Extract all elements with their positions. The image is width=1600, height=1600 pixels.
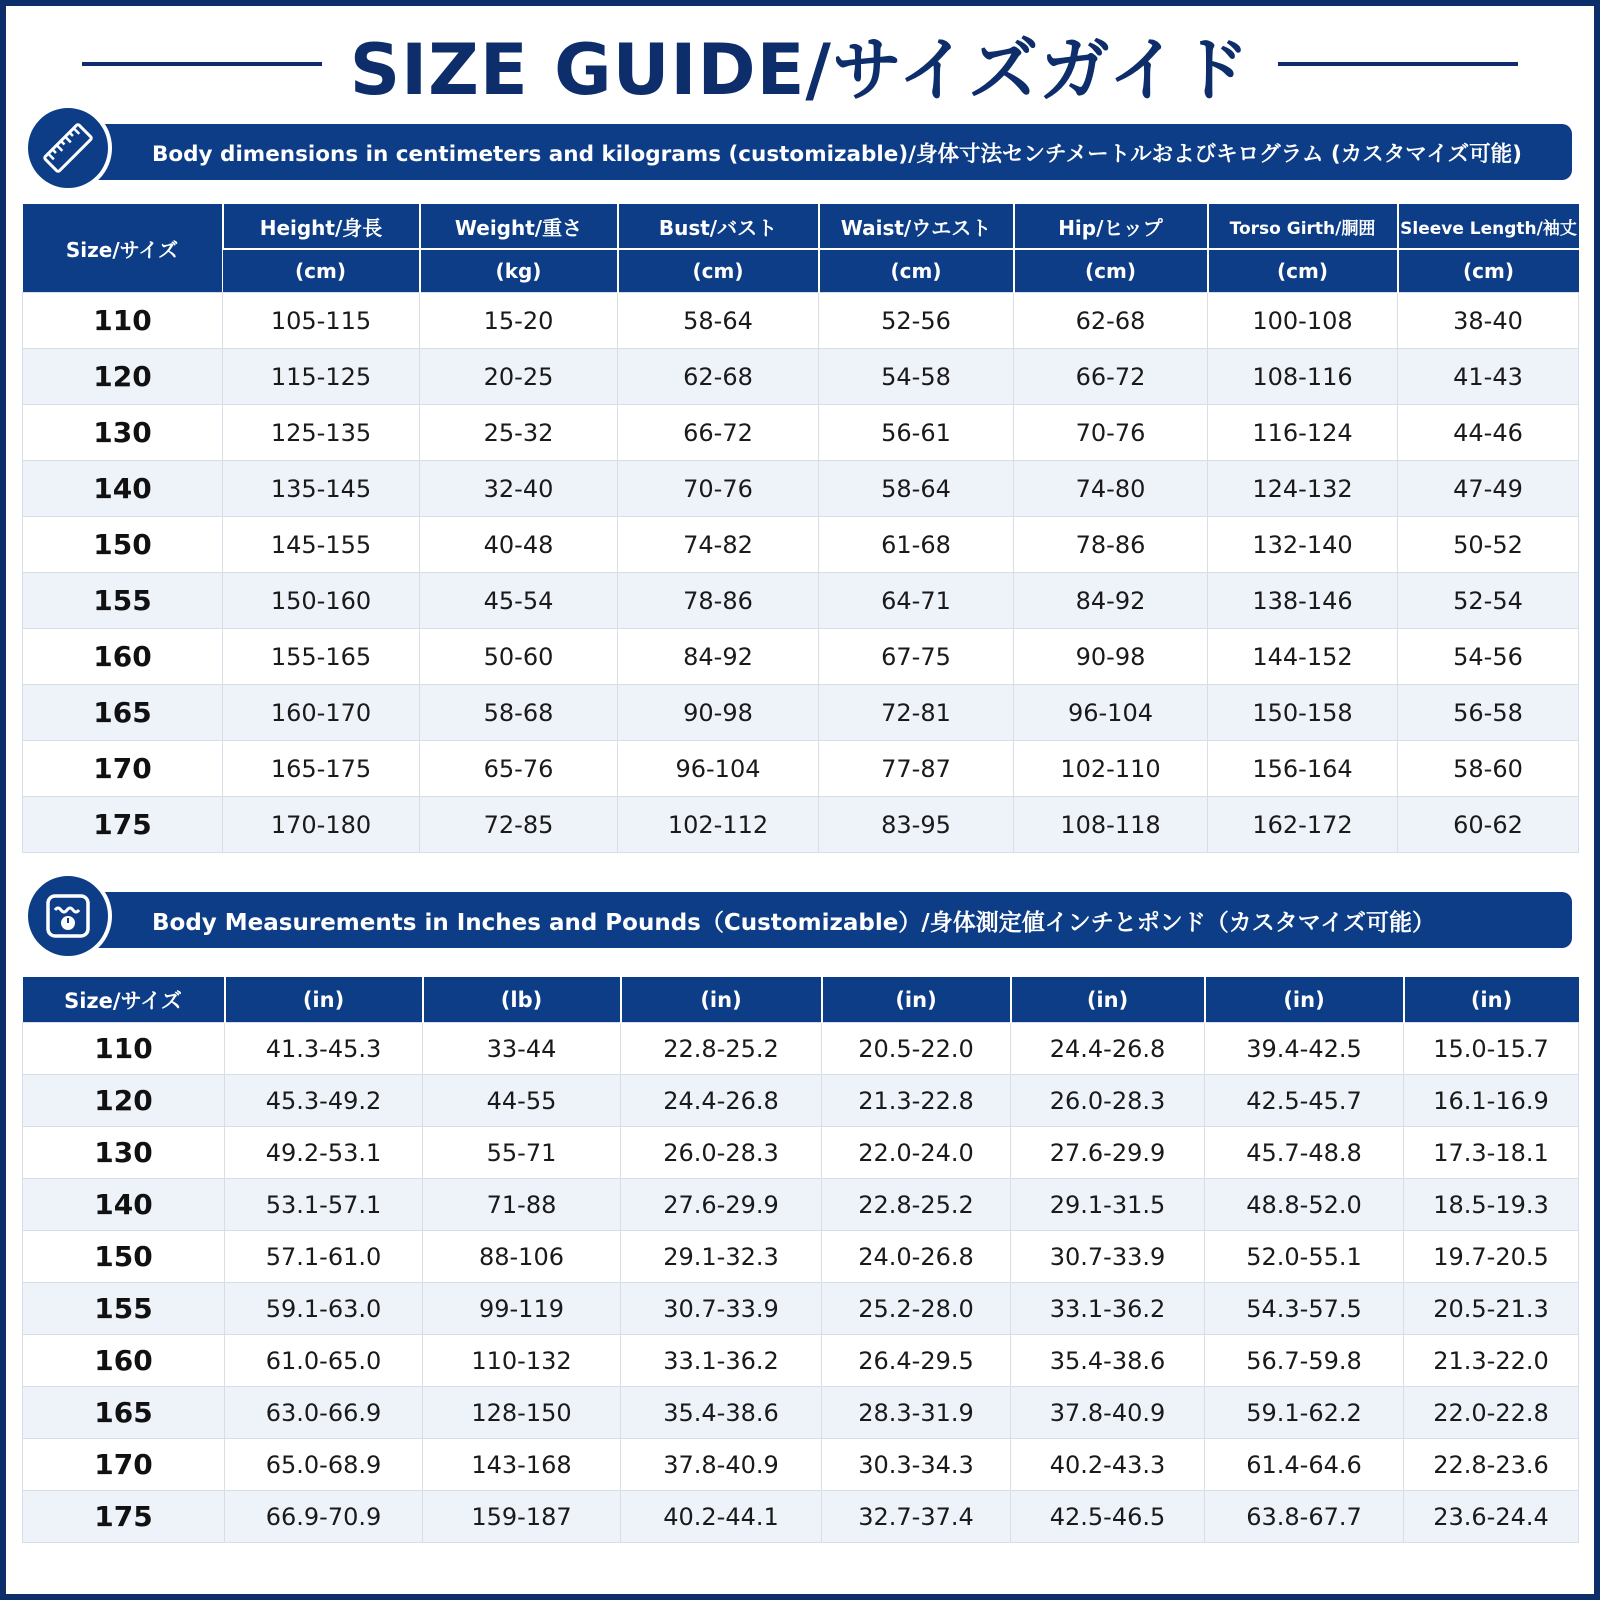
unit-waist: (in) bbox=[822, 977, 1011, 1023]
col-header-height: Height/身長 bbox=[223, 204, 420, 249]
cell-size: 175 bbox=[23, 797, 223, 853]
cell-weight: 99-119 bbox=[423, 1283, 621, 1335]
cell-hip: 74-80 bbox=[1014, 461, 1208, 517]
col-header-bust: Bust/バスト bbox=[618, 204, 819, 249]
cell-torso-girth: 138-146 bbox=[1208, 573, 1398, 629]
cell-size: 130 bbox=[23, 1127, 225, 1179]
cell-bust: 62-68 bbox=[618, 349, 819, 405]
title-rule-left bbox=[82, 62, 322, 66]
cell-waist: 64-71 bbox=[819, 573, 1014, 629]
scale-icon bbox=[24, 872, 112, 960]
cell-bust: 22.8-25.2 bbox=[621, 1023, 822, 1075]
cell-sleeve-length: 18.5-19.3 bbox=[1404, 1179, 1579, 1231]
cell-waist: 61-68 bbox=[819, 517, 1014, 573]
cell-torso-girth: 124-132 bbox=[1208, 461, 1398, 517]
cell-height: 61.0-65.0 bbox=[225, 1335, 423, 1387]
table-body-cm bbox=[23, 293, 1579, 853]
cell-height: 65.0-68.9 bbox=[225, 1439, 423, 1491]
cell-sleeve-length: 38-40 bbox=[1398, 293, 1579, 349]
cell-hip: 40.2-43.3 bbox=[1011, 1439, 1205, 1491]
cell-hip: 37.8-40.9 bbox=[1011, 1387, 1205, 1439]
cell-bust: 102-112 bbox=[618, 797, 819, 853]
cell-hip: 62-68 bbox=[1014, 293, 1208, 349]
cell-weight: 33-44 bbox=[423, 1023, 621, 1075]
cell-bust: 40.2-44.1 bbox=[621, 1491, 822, 1543]
banner-text-cm: Body dimensions in centimeters and kilograms (customizable)/身体寸法センチメートルおよびキログラム (カスタマイズ可能) bbox=[152, 141, 1522, 167]
cell-weight: 58-68 bbox=[420, 685, 618, 741]
section-banner-cm bbox=[24, 104, 1572, 192]
unit-bust: (in) bbox=[621, 977, 822, 1023]
size-table-in bbox=[22, 977, 1579, 1543]
cell-size: 170 bbox=[23, 741, 223, 797]
cell-torso-girth: 42.5-45.7 bbox=[1205, 1075, 1404, 1127]
cell-sleeve-length: 21.3-22.0 bbox=[1404, 1335, 1579, 1387]
col-header-weight: Weight/重さ bbox=[420, 204, 618, 249]
cell-height: 145-155 bbox=[223, 517, 420, 573]
cell-waist: 56-61 bbox=[819, 405, 1014, 461]
unit-weight: (kg) bbox=[420, 249, 618, 293]
cell-weight: 20-25 bbox=[420, 349, 618, 405]
cell-size: 160 bbox=[23, 629, 223, 685]
cell-hip: 33.1-36.2 bbox=[1011, 1283, 1205, 1335]
cell-height: 105-115 bbox=[223, 293, 420, 349]
unit-sleeve-length: (cm) bbox=[1398, 249, 1579, 293]
cell-bust: 84-92 bbox=[618, 629, 819, 685]
cell-waist: 20.5-22.0 bbox=[822, 1023, 1011, 1075]
table-row bbox=[23, 1387, 1579, 1439]
cell-hip: 30.7-33.9 bbox=[1011, 1231, 1205, 1283]
cell-torso-girth: 63.8-67.7 bbox=[1205, 1491, 1404, 1543]
cell-size: 110 bbox=[23, 293, 223, 349]
cell-sleeve-length: 56-58 bbox=[1398, 685, 1579, 741]
cell-weight: 40-48 bbox=[420, 517, 618, 573]
table-row bbox=[23, 1023, 1579, 1075]
cell-weight: 128-150 bbox=[423, 1387, 621, 1439]
banner-bar-cm bbox=[76, 124, 1572, 180]
table-row bbox=[23, 1439, 1579, 1491]
cell-torso-girth: 54.3-57.5 bbox=[1205, 1283, 1404, 1335]
cell-height: 160-170 bbox=[223, 685, 420, 741]
cell-torso-girth: 156-164 bbox=[1208, 741, 1398, 797]
cell-sleeve-length: 52-54 bbox=[1398, 573, 1579, 629]
unit-weight: (lb) bbox=[423, 977, 621, 1023]
cell-weight: 143-168 bbox=[423, 1439, 621, 1491]
cell-hip: 35.4-38.6 bbox=[1011, 1335, 1205, 1387]
cell-bust: 78-86 bbox=[618, 573, 819, 629]
header-row bbox=[23, 977, 1579, 1023]
cell-waist: 72-81 bbox=[819, 685, 1014, 741]
cell-torso-girth: 39.4-42.5 bbox=[1205, 1023, 1404, 1075]
title-rule-right bbox=[1278, 62, 1518, 66]
cell-torso-girth: 59.1-62.2 bbox=[1205, 1387, 1404, 1439]
cell-sleeve-length: 15.0-15.7 bbox=[1404, 1023, 1579, 1075]
unit-torso-girth: (in) bbox=[1205, 977, 1404, 1023]
cell-bust: 90-98 bbox=[618, 685, 819, 741]
cell-size: 155 bbox=[23, 573, 223, 629]
col-header-size: Size/サイズ bbox=[23, 204, 223, 293]
cell-size: 170 bbox=[23, 1439, 225, 1491]
cell-hip: 26.0-28.3 bbox=[1011, 1075, 1205, 1127]
table-row bbox=[23, 349, 1579, 405]
cell-waist: 21.3-22.8 bbox=[822, 1075, 1011, 1127]
cell-height: 41.3-45.3 bbox=[225, 1023, 423, 1075]
unit-height: (in) bbox=[225, 977, 423, 1023]
cell-height: 125-135 bbox=[223, 405, 420, 461]
cell-sleeve-length: 58-60 bbox=[1398, 741, 1579, 797]
cell-weight: 32-40 bbox=[420, 461, 618, 517]
cell-weight: 110-132 bbox=[423, 1335, 621, 1387]
cell-size: 120 bbox=[23, 1075, 225, 1127]
cell-hip: 27.6-29.9 bbox=[1011, 1127, 1205, 1179]
table-row bbox=[23, 1335, 1579, 1387]
cell-weight: 65-76 bbox=[420, 741, 618, 797]
cell-hip: 90-98 bbox=[1014, 629, 1208, 685]
cell-bust: 33.1-36.2 bbox=[621, 1335, 822, 1387]
cell-torso-girth: 100-108 bbox=[1208, 293, 1398, 349]
cell-waist: 54-58 bbox=[819, 349, 1014, 405]
cell-bust: 29.1-32.3 bbox=[621, 1231, 822, 1283]
cell-torso-girth: 132-140 bbox=[1208, 517, 1398, 573]
table-row bbox=[23, 573, 1579, 629]
table-row bbox=[23, 629, 1579, 685]
cell-sleeve-length: 23.6-24.4 bbox=[1404, 1491, 1579, 1543]
col-header-torso-girth: Torso Girth/胴囲 bbox=[1208, 204, 1398, 249]
cell-height: 59.1-63.0 bbox=[225, 1283, 423, 1335]
cell-height: 57.1-61.0 bbox=[225, 1231, 423, 1283]
page-title: SIZE GUIDE/サイズガイド bbox=[349, 28, 1251, 111]
table-row bbox=[23, 405, 1579, 461]
cell-waist: 28.3-31.9 bbox=[822, 1387, 1011, 1439]
cell-waist: 77-87 bbox=[819, 741, 1014, 797]
cell-weight: 45-54 bbox=[420, 573, 618, 629]
cell-torso-girth: 45.7-48.8 bbox=[1205, 1127, 1404, 1179]
cell-size: 165 bbox=[23, 1387, 225, 1439]
cell-weight: 159-187 bbox=[423, 1491, 621, 1543]
cell-bust: 58-64 bbox=[618, 293, 819, 349]
cell-torso-girth: 144-152 bbox=[1208, 629, 1398, 685]
table-row bbox=[23, 797, 1579, 853]
cell-torso-girth: 56.7-59.8 bbox=[1205, 1335, 1404, 1387]
cell-waist: 52-56 bbox=[819, 293, 1014, 349]
cell-bust: 30.7-33.9 bbox=[621, 1283, 822, 1335]
cell-hip: 70-76 bbox=[1014, 405, 1208, 461]
table-row bbox=[23, 1491, 1579, 1543]
cell-height: 115-125 bbox=[223, 349, 420, 405]
cell-size: 150 bbox=[23, 1231, 225, 1283]
cell-sleeve-length: 44-46 bbox=[1398, 405, 1579, 461]
table-row bbox=[23, 685, 1579, 741]
cell-bust: 96-104 bbox=[618, 741, 819, 797]
cell-waist: 22.0-24.0 bbox=[822, 1127, 1011, 1179]
cell-torso-girth: 61.4-64.6 bbox=[1205, 1439, 1404, 1491]
cell-size: 130 bbox=[23, 405, 223, 461]
table-row bbox=[23, 1231, 1579, 1283]
cell-sleeve-length: 22.0-22.8 bbox=[1404, 1387, 1579, 1439]
cell-weight: 50-60 bbox=[420, 629, 618, 685]
cell-height: 135-145 bbox=[223, 461, 420, 517]
cell-waist: 83-95 bbox=[819, 797, 1014, 853]
ruler-icon bbox=[24, 104, 112, 192]
cell-bust: 37.8-40.9 bbox=[621, 1439, 822, 1491]
cell-torso-girth: 150-158 bbox=[1208, 685, 1398, 741]
cell-size: 155 bbox=[23, 1283, 225, 1335]
cell-bust: 66-72 bbox=[618, 405, 819, 461]
cell-size: 110 bbox=[23, 1023, 225, 1075]
cell-weight: 25-32 bbox=[420, 405, 618, 461]
cell-hip: 84-92 bbox=[1014, 573, 1208, 629]
cell-sleeve-length: 60-62 bbox=[1398, 797, 1579, 853]
cell-torso-girth: 52.0-55.1 bbox=[1205, 1231, 1404, 1283]
cell-hip: 66-72 bbox=[1014, 349, 1208, 405]
unit-hip: (cm) bbox=[1014, 249, 1208, 293]
table-row bbox=[23, 517, 1579, 573]
cell-weight: 71-88 bbox=[423, 1179, 621, 1231]
unit-torso-girth: (cm) bbox=[1208, 249, 1398, 293]
table-body-in bbox=[23, 1023, 1579, 1543]
cell-height: 66.9-70.9 bbox=[225, 1491, 423, 1543]
cell-hip: 102-110 bbox=[1014, 741, 1208, 797]
size-table-cm bbox=[22, 204, 1579, 853]
cell-bust: 27.6-29.9 bbox=[621, 1179, 822, 1231]
cell-size: 165 bbox=[23, 685, 223, 741]
cell-waist: 30.3-34.3 bbox=[822, 1439, 1011, 1491]
cell-waist: 58-64 bbox=[819, 461, 1014, 517]
cell-bust: 35.4-38.6 bbox=[621, 1387, 822, 1439]
cell-weight: 55-71 bbox=[423, 1127, 621, 1179]
cell-waist: 26.4-29.5 bbox=[822, 1335, 1011, 1387]
table-row bbox=[23, 1179, 1579, 1231]
cell-waist: 22.8-25.2 bbox=[822, 1179, 1011, 1231]
cell-waist: 24.0-26.8 bbox=[822, 1231, 1011, 1283]
cell-height: 49.2-53.1 bbox=[225, 1127, 423, 1179]
banner-text-in: Body Measurements in Inches and Pounds（Customizable）/身体測定値インチとポンド（カスタマイズ可能） bbox=[152, 909, 1436, 936]
cell-hip: 24.4-26.8 bbox=[1011, 1023, 1205, 1075]
cell-height: 45.3-49.2 bbox=[225, 1075, 423, 1127]
cell-weight: 72-85 bbox=[420, 797, 618, 853]
table-row bbox=[23, 741, 1579, 797]
col-header-hip: Hip/ヒップ bbox=[1014, 204, 1208, 249]
table-row bbox=[23, 461, 1579, 517]
unit-height: (cm) bbox=[223, 249, 420, 293]
cell-sleeve-length: 54-56 bbox=[1398, 629, 1579, 685]
header-row bbox=[23, 204, 1579, 249]
cell-sleeve-length: 47-49 bbox=[1398, 461, 1579, 517]
cell-torso-girth: 162-172 bbox=[1208, 797, 1398, 853]
unit-hip: (in) bbox=[1011, 977, 1205, 1023]
cell-height: 165-175 bbox=[223, 741, 420, 797]
section-banner-in bbox=[24, 872, 1572, 960]
cell-bust: 24.4-26.8 bbox=[621, 1075, 822, 1127]
cell-height: 150-160 bbox=[223, 573, 420, 629]
cell-height: 155-165 bbox=[223, 629, 420, 685]
cell-bust: 70-76 bbox=[618, 461, 819, 517]
cell-waist: 67-75 bbox=[819, 629, 1014, 685]
cell-torso-girth: 48.8-52.0 bbox=[1205, 1179, 1404, 1231]
cell-height: 53.1-57.1 bbox=[225, 1179, 423, 1231]
title-row bbox=[0, 16, 1600, 112]
cell-sleeve-length: 17.3-18.1 bbox=[1404, 1127, 1579, 1179]
cell-size: 175 bbox=[23, 1491, 225, 1543]
unit-row bbox=[23, 249, 1579, 293]
col-header-waist: Waist/ウエスト bbox=[819, 204, 1014, 249]
cell-size: 120 bbox=[23, 349, 223, 405]
cell-height: 63.0-66.9 bbox=[225, 1387, 423, 1439]
banner-bar-in bbox=[76, 892, 1572, 948]
table-row bbox=[23, 293, 1579, 349]
cell-waist: 32.7-37.4 bbox=[822, 1491, 1011, 1543]
unit-waist: (cm) bbox=[819, 249, 1014, 293]
unit-sleeve-length: (in) bbox=[1404, 977, 1579, 1023]
cell-torso-girth: 116-124 bbox=[1208, 405, 1398, 461]
table-row bbox=[23, 1283, 1579, 1335]
cell-sleeve-length: 22.8-23.6 bbox=[1404, 1439, 1579, 1491]
cell-weight: 44-55 bbox=[423, 1075, 621, 1127]
cell-size: 140 bbox=[23, 461, 223, 517]
cell-hip: 29.1-31.5 bbox=[1011, 1179, 1205, 1231]
cell-torso-girth: 108-116 bbox=[1208, 349, 1398, 405]
cell-weight: 88-106 bbox=[423, 1231, 621, 1283]
table-row bbox=[23, 1075, 1579, 1127]
cell-hip: 108-118 bbox=[1014, 797, 1208, 853]
cell-size: 160 bbox=[23, 1335, 225, 1387]
cell-hip: 42.5-46.5 bbox=[1011, 1491, 1205, 1543]
col-header-size: Size/サイズ bbox=[23, 977, 225, 1023]
cell-hip: 78-86 bbox=[1014, 517, 1208, 573]
cell-waist: 25.2-28.0 bbox=[822, 1283, 1011, 1335]
cell-bust: 74-82 bbox=[618, 517, 819, 573]
table-row bbox=[23, 1127, 1579, 1179]
col-header-sleeve-length: Sleeve Length/袖丈 bbox=[1398, 204, 1579, 249]
cell-height: 170-180 bbox=[223, 797, 420, 853]
cell-sleeve-length: 41-43 bbox=[1398, 349, 1579, 405]
cell-bust: 26.0-28.3 bbox=[621, 1127, 822, 1179]
cell-hip: 96-104 bbox=[1014, 685, 1208, 741]
cell-sleeve-length: 19.7-20.5 bbox=[1404, 1231, 1579, 1283]
cell-sleeve-length: 20.5-21.3 bbox=[1404, 1283, 1579, 1335]
cell-size: 150 bbox=[23, 517, 223, 573]
cell-size: 140 bbox=[23, 1179, 225, 1231]
unit-bust: (cm) bbox=[618, 249, 819, 293]
cell-weight: 15-20 bbox=[420, 293, 618, 349]
cell-sleeve-length: 16.1-16.9 bbox=[1404, 1075, 1579, 1127]
cell-sleeve-length: 50-52 bbox=[1398, 517, 1579, 573]
